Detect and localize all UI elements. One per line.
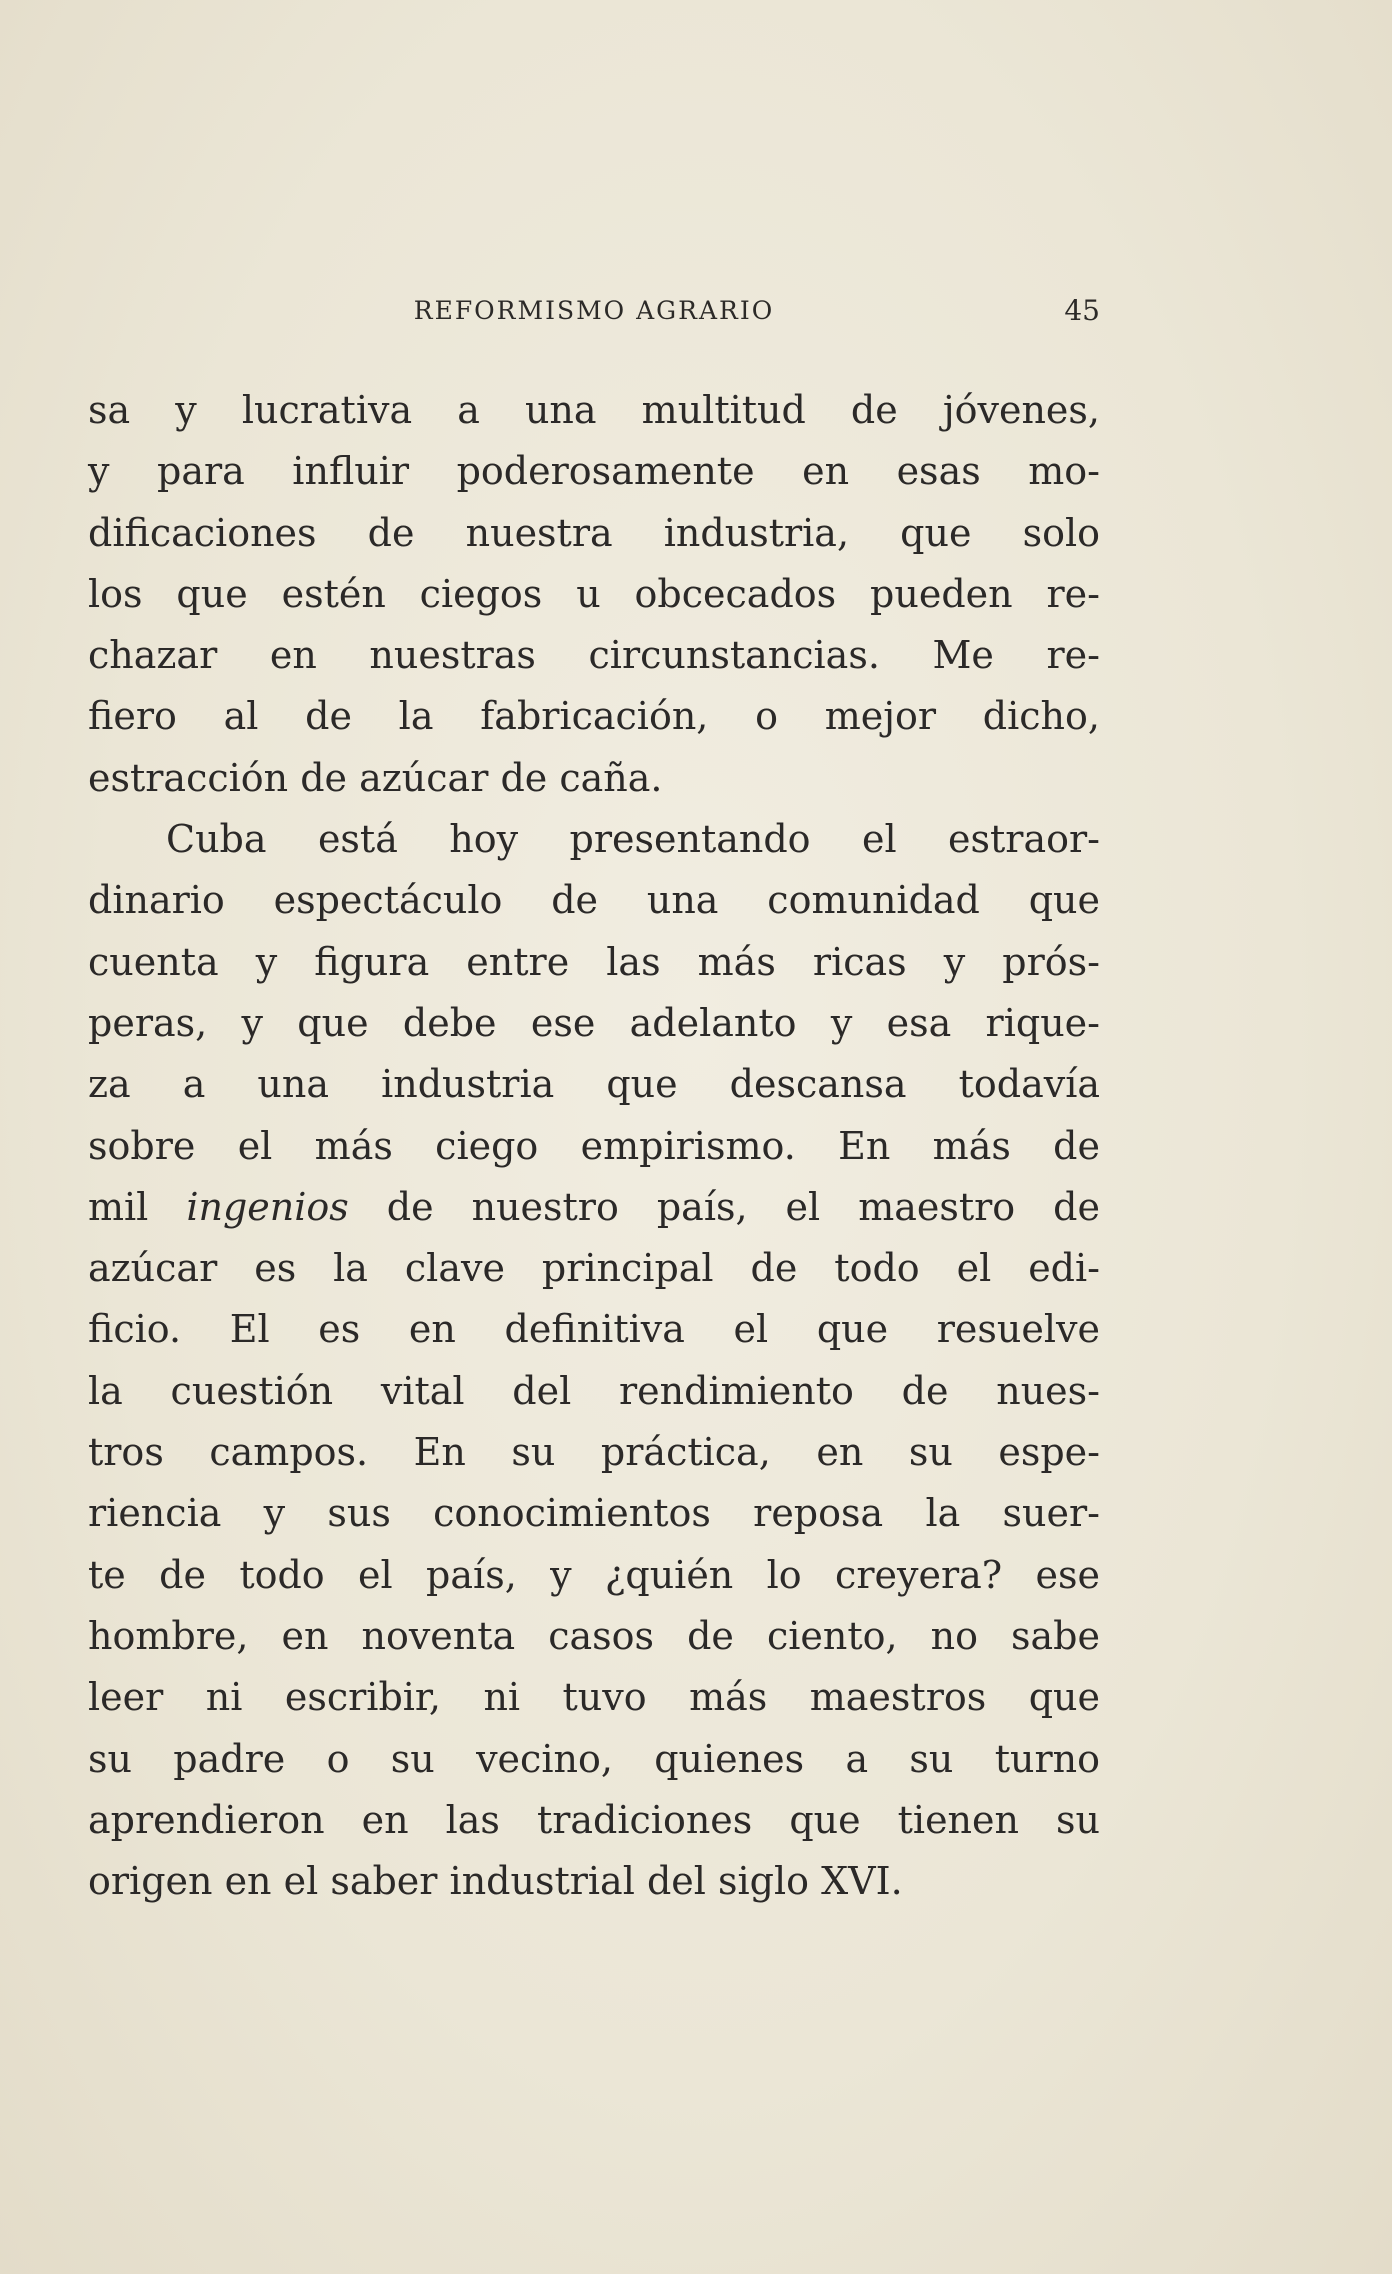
text-line: su padre o su vecino, quienes a su turno bbox=[88, 1736, 1100, 1781]
text-line: cuenta y figura entre las más ricas y prós- bbox=[88, 939, 1100, 984]
text-line: peras, y que debe ese adelanto y esa rique- bbox=[88, 1000, 1100, 1045]
page-number: 45 bbox=[1064, 294, 1100, 327]
text-line: dificaciones de nuestra industria, que solo bbox=[88, 510, 1100, 555]
running-head: REFORMISMO AGRARIO bbox=[413, 296, 775, 325]
text-line: ficio. El es en definitiva el que resuelve bbox=[88, 1307, 1100, 1352]
text-line bbox=[88, 1177, 1100, 1238]
text-line: tros campos. En su práctica, en su espe- bbox=[88, 1430, 1100, 1475]
paragraph-2 bbox=[88, 809, 1100, 1912]
italic-word: ingenios bbox=[186, 1184, 349, 1229]
text-line: y para influir poderosamente en esas mo- bbox=[88, 449, 1100, 494]
text-line: azúcar es la clave principal de todo el edi- bbox=[88, 1246, 1100, 1291]
text-line: fiero al de la fabricación, o mejor dicho, bbox=[88, 694, 1100, 739]
text-line: sobre el más ciego empirismo. En más de bbox=[88, 1123, 1100, 1168]
body-text bbox=[88, 380, 1100, 1912]
text-line: za a una industria que descansa todavía bbox=[88, 1062, 1100, 1107]
text-line: aprendieron en las tradiciones que tienen su bbox=[88, 1797, 1100, 1842]
page-header bbox=[88, 296, 1100, 336]
text-line: chazar en nuestras circunstancias. Me re- bbox=[88, 633, 1100, 678]
text-line: sa y lucrativa a una multitud de jóvenes, bbox=[88, 388, 1100, 432]
text-line: te de todo el país, y ¿quién lo creyera? ese bbox=[88, 1552, 1100, 1597]
text-line: leer ni escribir, ni tuvo más maestros que bbox=[88, 1675, 1100, 1720]
text-line: los que estén ciegos u obcecados pueden re- bbox=[88, 571, 1100, 616]
text-fragment: de nuestro país, el maestro de bbox=[348, 1184, 1100, 1229]
text-line: estracción de azúcar de caña. bbox=[88, 755, 663, 800]
text-fragment: mil bbox=[88, 1184, 187, 1229]
paragraph-1 bbox=[88, 380, 1100, 809]
text-line: Cuba está hoy presentando el estraor- bbox=[166, 817, 1100, 862]
text-line: dinario espectáculo de una comunidad que bbox=[88, 878, 1100, 923]
text-line: riencia y sus conocimientos reposa la suer- bbox=[88, 1491, 1100, 1536]
text-line: origen en el saber industrial del siglo XVI. bbox=[88, 1859, 903, 1904]
text-line: la cuestión vital del rendimiento de nues- bbox=[88, 1368, 1100, 1413]
text-line: hombre, en noventa casos de ciento, no sabe bbox=[88, 1613, 1100, 1658]
